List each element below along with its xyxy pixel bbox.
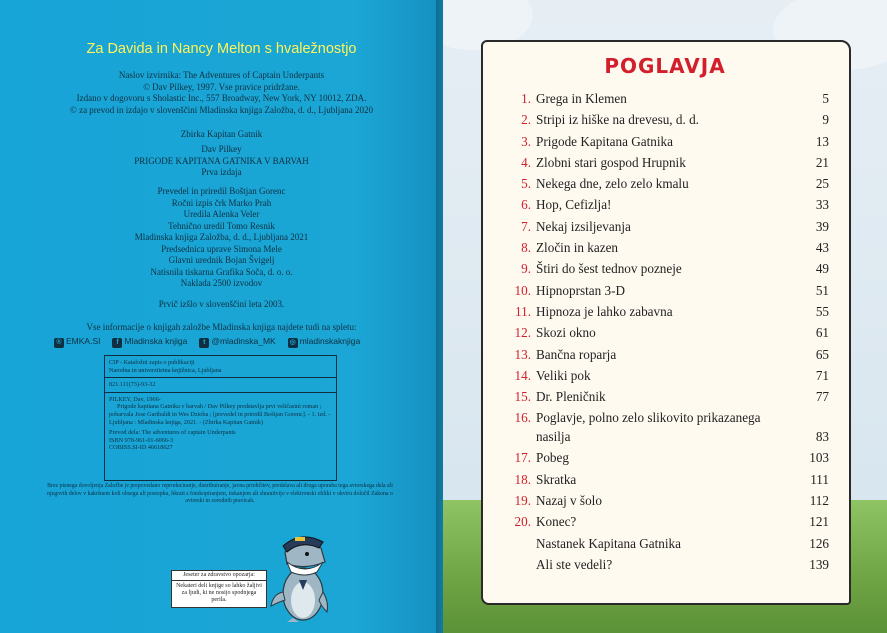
page-title: POGLAVJA bbox=[604, 54, 726, 78]
chapter-number: 2. bbox=[521, 112, 531, 128]
credit-line: Mladinska knjiga Založba, d. d., Ljubljana 2021 bbox=[134, 232, 309, 242]
chapter-title: Grega in Klemen bbox=[536, 91, 627, 106]
table-of-contents bbox=[513, 88, 829, 575]
edition: Prva izdaja bbox=[201, 167, 242, 177]
warning-title: Jeseter za zdravstvo opozarja: bbox=[172, 571, 266, 581]
chapter-page: 71 bbox=[815, 367, 829, 383]
right-page-contents bbox=[443, 0, 887, 633]
chapter-page: 121 bbox=[809, 514, 829, 530]
original-info bbox=[0, 70, 443, 116]
twitter-icon: t bbox=[199, 338, 209, 348]
toc-row[interactable] bbox=[513, 322, 829, 343]
chapter-title: Konec? bbox=[536, 514, 577, 530]
chapter-title: Skratka bbox=[536, 471, 577, 487]
emka-label: EMKA.SI bbox=[66, 336, 101, 346]
facebook-icon: f bbox=[112, 338, 122, 348]
legal-notice: Brez pisnega dovoljenja Založbe je prepovedano reproduciranje, distribuiranje, javna priobčitev, predelava ali druga uporaba tega avtorskega dela ali njegovih delov v kakršnem koli obsegu ali postopku, hkrati s fotokopiranjem, tiskanjem ali shranitvijo v elektronski obliki v okviru določil Zakona o avtorski in sorodnih pravicah. bbox=[47, 483, 393, 504]
chapter-page: 5 bbox=[822, 91, 829, 106]
chapter-title: Nastanek Kapitana Gatnika bbox=[536, 535, 682, 551]
toc-row[interactable] bbox=[513, 237, 829, 258]
author: Dav Pilkey bbox=[201, 144, 242, 154]
credit-line: Tehnično uredil Tomo Resnik bbox=[168, 220, 275, 231]
web-note: Vse informacije o knjigah založbe Mladinska knjiga najdete tudi na spletu: bbox=[86, 322, 357, 332]
chapter-page: 55 bbox=[815, 303, 829, 319]
chapter-title: Poglavje, polno zelo slikovito prikazanega nasilja bbox=[536, 410, 761, 445]
toc-row[interactable] bbox=[513, 469, 829, 490]
chapter-page: 43 bbox=[815, 240, 829, 256]
chapter-page: 139 bbox=[809, 556, 829, 572]
cip-code: 821.111(73)-93-32 bbox=[109, 381, 156, 389]
chapter-page: 51 bbox=[815, 282, 829, 298]
chapter-title: Nekaj izsiljevanja bbox=[536, 218, 631, 234]
emka-link[interactable] bbox=[54, 336, 100, 348]
instagram-link[interactable] bbox=[288, 336, 360, 348]
chapter-number: 4. bbox=[521, 154, 531, 170]
credit-line: Glavni urednik Bojan Švigelj bbox=[168, 255, 275, 265]
chapter-number: 20. bbox=[514, 514, 531, 530]
chapter-number: 17. bbox=[514, 450, 531, 466]
chapter-page: 77 bbox=[815, 389, 829, 405]
credit-line: Uredila Alenka Veler bbox=[183, 209, 260, 219]
info-line: © Dav Pilkey, 1997. Vse pravice pridržane. bbox=[143, 81, 300, 92]
credit-line: Ročni izpis črk Marko Prah bbox=[171, 197, 272, 208]
chapter-number: 14. bbox=[514, 367, 531, 383]
toc-row[interactable] bbox=[513, 533, 829, 554]
book-info bbox=[0, 144, 443, 179]
chapter-title: Prigode Kapitana Gatnika bbox=[536, 133, 673, 149]
facebook-label: Mladinska knjiga bbox=[124, 336, 188, 346]
cip-library: Narodna in univerzitetna knjižnica, Ljubljana bbox=[109, 366, 222, 374]
toc-row[interactable] bbox=[513, 152, 829, 173]
chapter-title: Nazaj v šolo bbox=[536, 493, 602, 509]
chapter-number: 8. bbox=[521, 240, 531, 256]
chapter-page: 13 bbox=[815, 133, 829, 149]
series-name: Zbirka Kapitan Gatnik bbox=[180, 129, 263, 139]
chapter-title: Zlobni stari gospod Hrupnik bbox=[536, 154, 686, 170]
chapter-page: 9 bbox=[822, 112, 829, 128]
chapter-number: 9. bbox=[521, 261, 531, 277]
chapter-page: 39 bbox=[815, 218, 829, 234]
chapter-title: Hipnoprstan 3-D bbox=[536, 282, 626, 298]
chapter-title: Dr. Pleničnik bbox=[536, 389, 606, 405]
toc-row[interactable] bbox=[513, 490, 829, 511]
dedication: Za Davida in Nancy Melton s hvaležnostjo bbox=[86, 41, 357, 57]
chapter-page: 103 bbox=[809, 450, 829, 466]
chapter-number: 15. bbox=[514, 389, 531, 405]
chapter-title: Skozi okno bbox=[536, 325, 596, 341]
toc-row[interactable] bbox=[513, 511, 829, 532]
chapter-page: 83 bbox=[815, 429, 829, 445]
left-page-imprint bbox=[0, 0, 443, 633]
chapter-number: 6. bbox=[521, 197, 531, 213]
cip-cobiss: COBISS.SI-ID 46618627 bbox=[109, 444, 173, 452]
chapter-number: 10. bbox=[514, 282, 531, 298]
chapter-number: 13. bbox=[514, 346, 531, 362]
chapter-page: 25 bbox=[815, 176, 829, 192]
chapter-title: Veliki pok bbox=[536, 367, 591, 383]
instagram-label: mladinskaknjiga bbox=[299, 336, 361, 346]
toc-row[interactable] bbox=[513, 216, 829, 237]
cip-box bbox=[104, 355, 337, 481]
credit-line: Prevedel in priredil Boštjan Gorenc bbox=[157, 186, 286, 196]
chapter-number: 3. bbox=[521, 133, 531, 149]
toc-row[interactable] bbox=[513, 280, 829, 301]
chapter-title: Ali ste vedeli? bbox=[536, 556, 613, 572]
toc-row[interactable] bbox=[513, 407, 829, 447]
toc-row[interactable] bbox=[513, 88, 829, 109]
cip-header: CIP - Kataložni zapis o publikaciji bbox=[109, 359, 195, 366]
toc-row[interactable] bbox=[513, 386, 829, 407]
chapter-title: Bančna roparja bbox=[536, 346, 617, 362]
chapter-number: 18. bbox=[514, 471, 531, 487]
instagram-icon: ◎ bbox=[289, 339, 296, 346]
book-title: PRIGODE KAPITANA GATNIKA V BARVAH bbox=[134, 155, 309, 166]
warning-note bbox=[171, 570, 267, 608]
toc-row[interactable] bbox=[513, 344, 829, 365]
social-links bbox=[54, 336, 394, 348]
shark-mascot-illustration bbox=[265, 522, 331, 622]
emka-icon: ® bbox=[54, 338, 64, 348]
chapter-page: 112 bbox=[809, 493, 829, 509]
first-published: Prvič izšlo v slovenščini leta 2003. bbox=[158, 299, 285, 309]
info-line: Izdano v dogovoru s Sholastic Inc., 557 Broadway, New York, NY 10012, ZDA. bbox=[76, 93, 367, 103]
chapter-page: 126 bbox=[809, 535, 829, 551]
chapter-number: 5. bbox=[521, 176, 531, 192]
chapter-number: 7. bbox=[521, 218, 531, 234]
divider bbox=[105, 377, 336, 378]
chapter-title: Štiri do šest tednov pozneje bbox=[536, 261, 682, 277]
toc-row[interactable] bbox=[513, 194, 829, 215]
chapter-page: 65 bbox=[815, 346, 829, 362]
credit-line: Predsednica uprave Simona Mele bbox=[161, 243, 282, 254]
toc-row[interactable] bbox=[513, 173, 829, 194]
cip-entry: PILKEY, Dav, 1966- bbox=[109, 395, 161, 403]
chapter-title: Hipnoza je lahko zabavna bbox=[536, 303, 673, 319]
toc-row[interactable] bbox=[513, 131, 829, 152]
warning-text: Nekateri deli knjige so lahko žaljivi za ljudi, ki ne nosijo spodnjega perila. bbox=[176, 583, 262, 603]
chapter-page: 61 bbox=[815, 325, 829, 341]
chapter-number: 11. bbox=[515, 303, 531, 319]
chapter-title: Hop, Cefizlja! bbox=[536, 197, 612, 213]
twitter-link[interactable] bbox=[199, 336, 275, 348]
toc-row[interactable] bbox=[513, 447, 829, 468]
chapter-number: 1. bbox=[521, 91, 531, 106]
info-line: © za prevod in izdajo v slovenščini Mladinska knjiga Založba, d. d., Ljubljana 2020 bbox=[69, 104, 374, 115]
toc-row[interactable] bbox=[513, 258, 829, 279]
toc-row[interactable] bbox=[513, 554, 829, 575]
facebook-link[interactable] bbox=[112, 336, 187, 348]
twitter-label: @mladinska_MK bbox=[211, 336, 276, 346]
chapter-number: 19. bbox=[514, 493, 531, 509]
toc-row[interactable] bbox=[513, 109, 829, 130]
chapter-page: 33 bbox=[815, 197, 829, 213]
chapter-number: 16. bbox=[514, 410, 531, 426]
chapter-number: 12. bbox=[514, 325, 531, 341]
chapter-page: 49 bbox=[815, 261, 829, 277]
chapter-title: Zločin in kazen bbox=[536, 240, 619, 256]
divider bbox=[105, 392, 336, 393]
toc-row[interactable] bbox=[513, 365, 829, 386]
cip-description: Prigode kapitana Gatnika v barvah / Dav Pilkey predstavlja prvi veličastni roman ; pobarvala Jose Garibaldi in Wes Dzioba ; [prevedel in priredil Boštjan Gorenc]. - 1. izd. - Ljubljana : Mladinska knjiga, 2021. - (Zbirka Kapitan Gatnik) bbox=[109, 403, 331, 426]
chapter-page: 111 bbox=[810, 471, 829, 487]
cip-isbn: ISBN 978-961-01-6066-3 bbox=[109, 436, 174, 444]
chapter-page: 21 bbox=[815, 154, 829, 170]
credit-line: Naklada 2500 izvodov bbox=[180, 278, 263, 288]
chapter-title: Pobeg bbox=[536, 450, 569, 466]
chapter-title: Nekega dne, zelo zelo kmalu bbox=[536, 176, 689, 192]
chapter-title: Stripi iz hiške na drevesu, d. d. bbox=[536, 112, 699, 128]
info-line: Naslov izvirnika: The Adventures of Captain Underpants bbox=[118, 70, 325, 80]
credit-line: Natisnila tiskarna Grafika Soča, d. o. o. bbox=[150, 266, 293, 277]
credits bbox=[0, 186, 443, 290]
cip-original-title: Prevod dela: The adventures of captain Underpants bbox=[109, 429, 236, 437]
toc-row[interactable] bbox=[513, 301, 829, 322]
